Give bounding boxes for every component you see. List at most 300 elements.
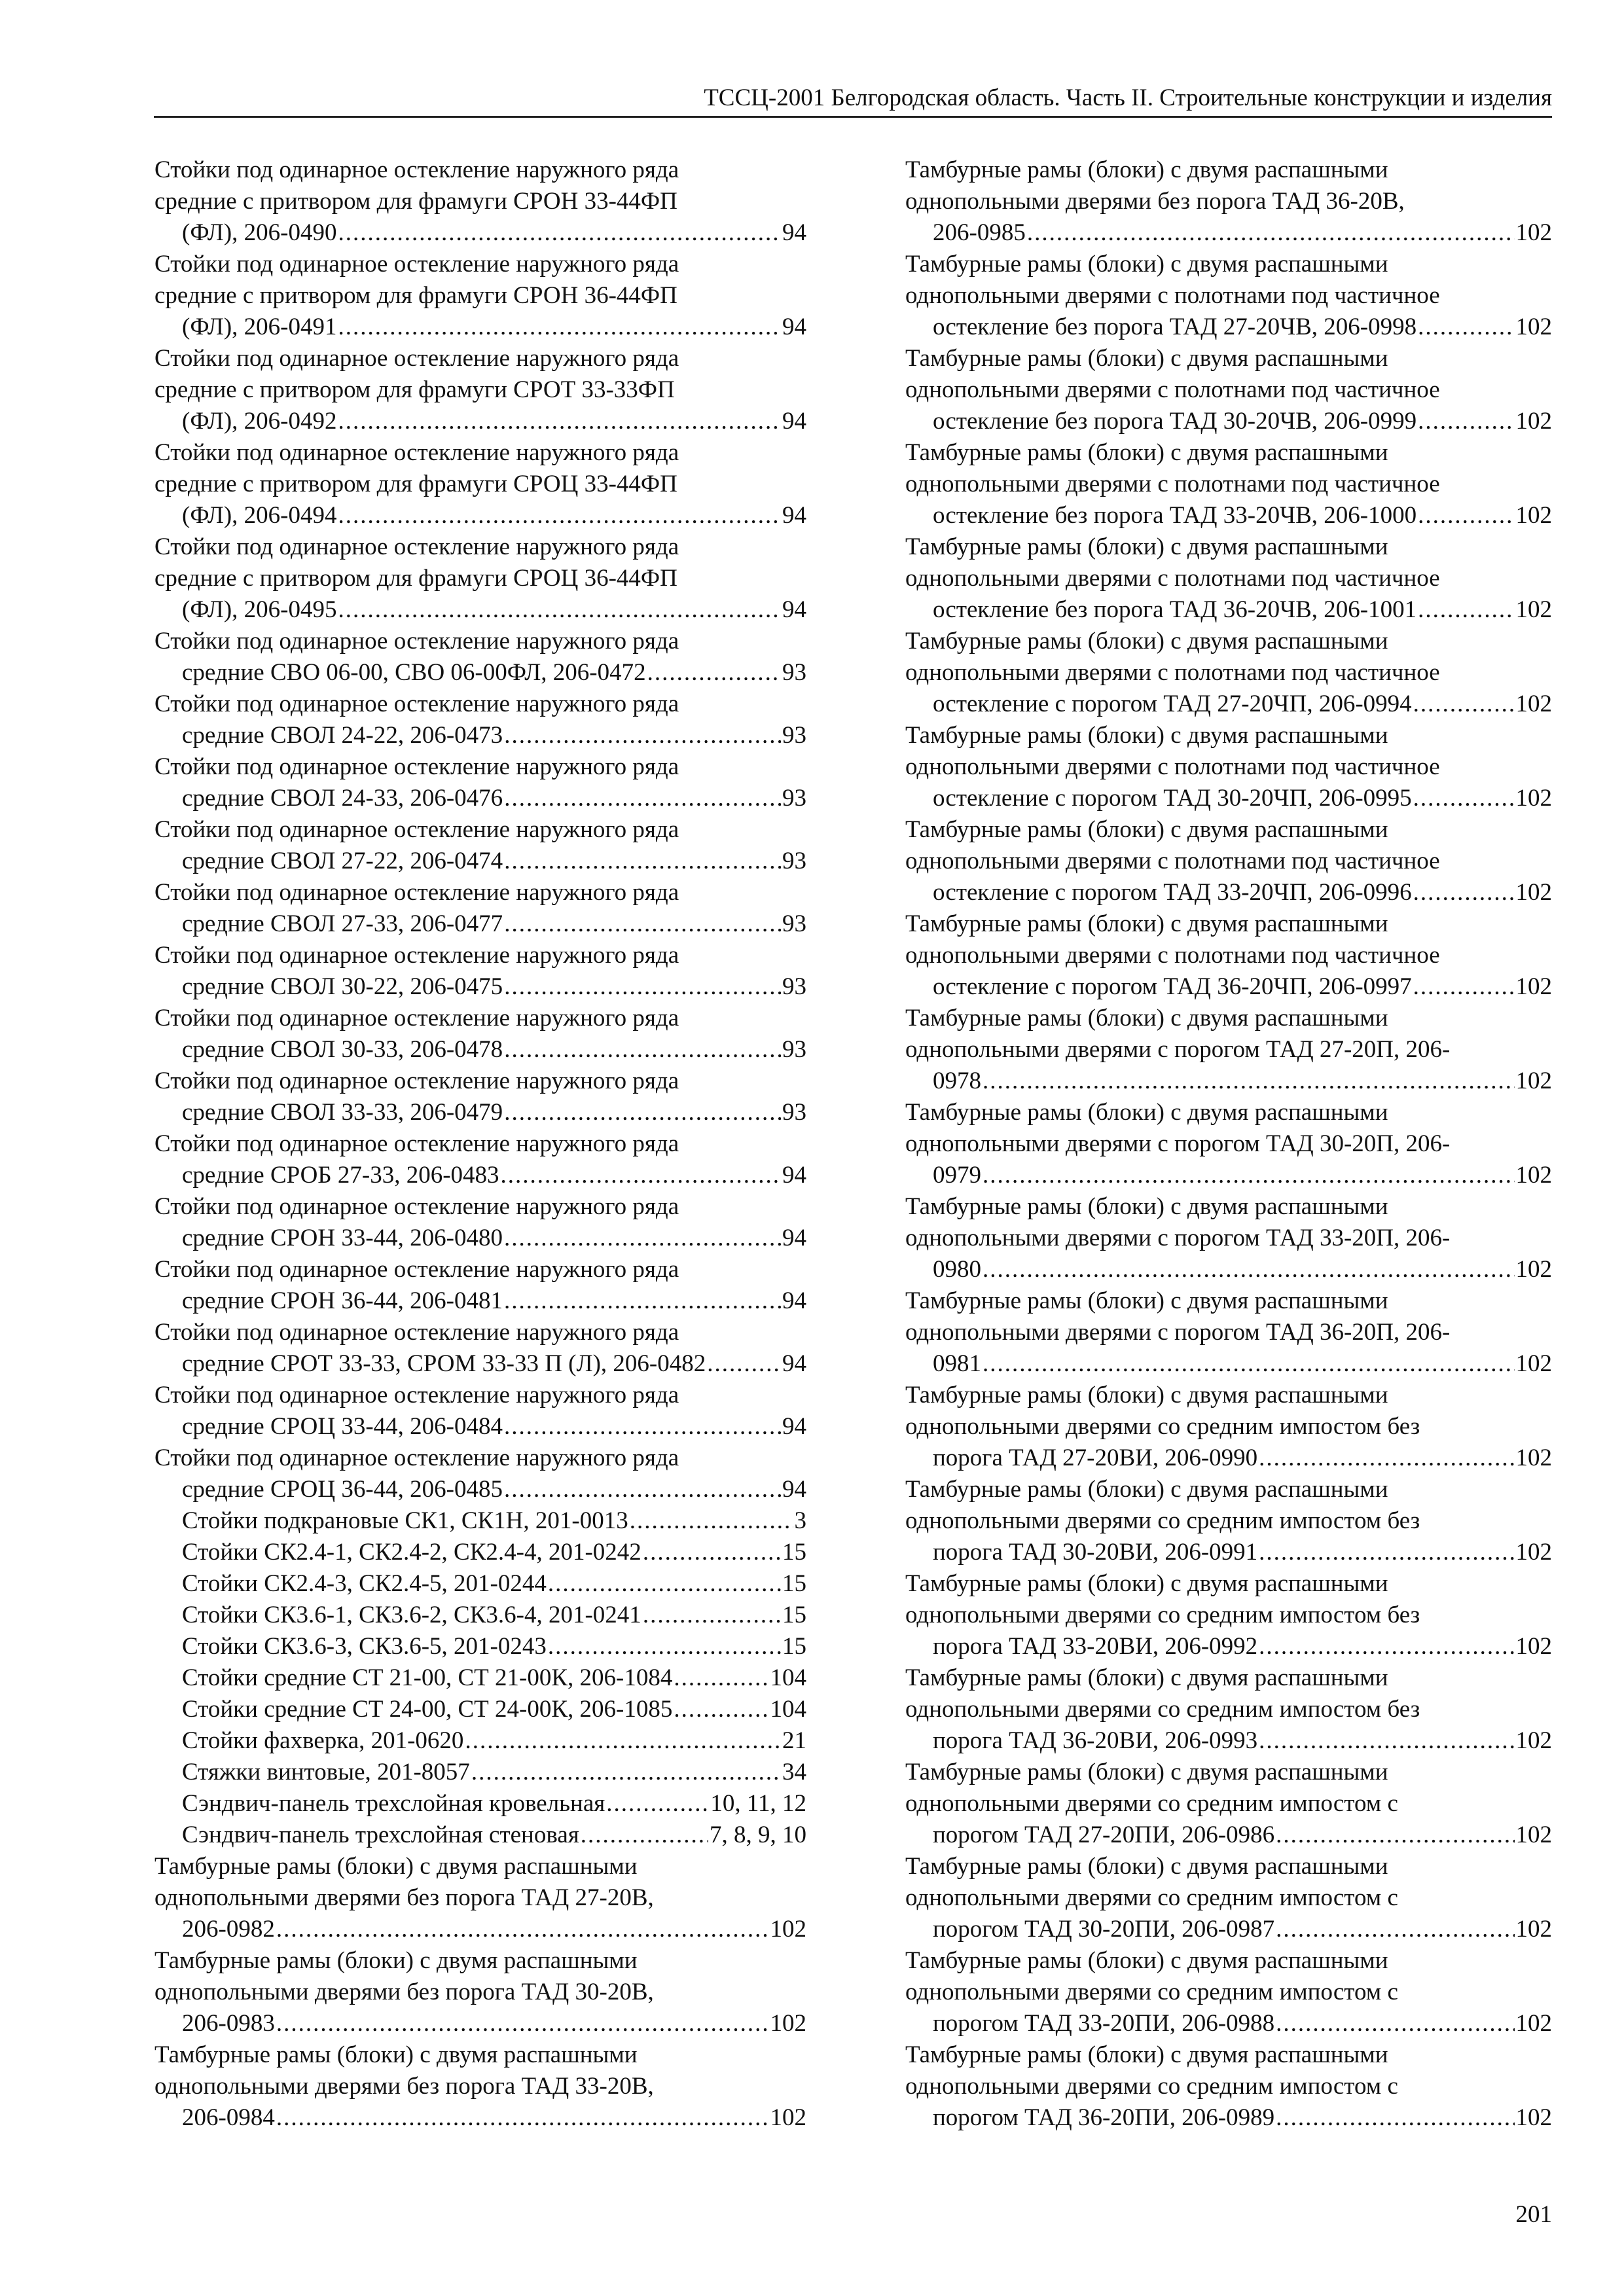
index-entry-page: 93 <box>782 973 806 1000</box>
index-entry-line: Тамбурные рамы (блоки) с двумя распашными <box>905 1287 1388 1314</box>
index-entry-last-line <box>182 720 806 751</box>
index-entry-page: 102 <box>1515 879 1552 906</box>
index-entry-line: Стойки под одинарное остекление наружного ряда <box>154 691 679 717</box>
index-entry-text: Стойки подкрановые СК1, СК1Н, 201-0013 <box>182 1507 628 1534</box>
dot-leader <box>1413 971 1515 1003</box>
index-entry-page: 102 <box>1515 1727 1552 1754</box>
index-entry <box>154 1945 806 2039</box>
index-entry <box>154 2039 806 2134</box>
index-entry-last-line <box>182 1348 806 1380</box>
index-entry-text: средние СРОЦ 33-44, 206-0484 <box>182 1413 503 1440</box>
index-entry-page: 102 <box>770 1916 806 1943</box>
dot-leader <box>1259 1443 1514 1474</box>
dot-leader <box>1027 217 1515 249</box>
index-entry-text: средние СРОН 33-44, 206-0480 <box>182 1225 503 1251</box>
index-entry <box>905 1191 1552 1285</box>
index-entry-page: 104 <box>770 1664 806 1691</box>
index-entry-page: 7, 8, 9, 10 <box>710 1821 806 1848</box>
index-entry-line: средние с притвором для фрамуги СРОТ 33-33ФП <box>154 376 675 403</box>
index-entry-text: Стойки средние СТ 21-00, СТ 21-00К, 206-1084 <box>182 1664 673 1691</box>
index-entry-page: 15 <box>782 1570 806 1597</box>
dot-leader <box>1276 1820 1514 1851</box>
index-entry-page: 102 <box>1515 1444 1552 1471</box>
running-header-title: ТССЦ-2001 Белгородская область. Часть II. Строительные конструкции и изделия <box>704 84 1552 111</box>
dot-leader <box>338 217 781 249</box>
dot-leader <box>1413 877 1515 908</box>
index-entry <box>905 2039 1552 2134</box>
index-entry-line: Тамбурные рамы (блоки) с двумя распашными <box>905 1947 1388 1974</box>
index-entry-text: средние СВОЛ 27-22, 206-0474 <box>182 848 503 874</box>
index-entry <box>905 1568 1552 1662</box>
dot-leader <box>1418 406 1514 437</box>
index-entry-line: Стойки под одинарное остекление наружного ряда <box>154 1193 679 1220</box>
index-entry-text: остекление с порогом ТАД 27-20ЧП, 206-0994 <box>933 691 1412 717</box>
index-entry <box>154 1662 806 1694</box>
dot-leader <box>983 1066 1515 1097</box>
dot-leader <box>504 1285 781 1317</box>
index-entry-last-line <box>933 1443 1552 1474</box>
dot-leader <box>504 1223 781 1254</box>
dot-leader <box>548 1631 781 1662</box>
index-entry <box>905 814 1552 908</box>
index-entry-line: однопольными дверями с полотнами под частичное <box>905 565 1440 592</box>
index-entry-line: однопольными дверями со средним импостом с <box>905 1790 1398 1817</box>
index-entry-text: Сэндвич-панель трехслойная стеновая <box>182 1821 579 1848</box>
dot-leader <box>1276 2008 1514 2039</box>
index-entry-page: 15 <box>782 1539 806 1566</box>
index-entry-last-line <box>933 1160 1552 1191</box>
index-entry <box>154 1537 806 1568</box>
index-entry-last-line <box>933 1914 1552 1945</box>
index-entry-line: Тамбурные рамы (блоки) с двумя распашными <box>905 1382 1388 1408</box>
index-entry-text: Стяжки винтовые, 201-8057 <box>182 1759 470 1785</box>
dot-leader <box>647 657 781 689</box>
dot-leader <box>983 1254 1515 1285</box>
index-entry <box>154 1757 806 1788</box>
index-entry <box>905 154 1552 249</box>
index-entry-page: 3 <box>794 1507 806 1534</box>
index-entry-text: 206-0983 <box>182 2010 275 2037</box>
index-entry <box>154 1631 806 1662</box>
index-entry-last-line <box>933 1725 1552 1757</box>
index-entry-text: Стойки СК2.4-1, СК2.4-2, СК2.4-4, 201-0242 <box>182 1539 641 1566</box>
index-entry-page: 102 <box>1515 1821 1552 1848</box>
index-entry-line: Тамбурные рамы (блоки) с двумя распашными <box>905 1664 1388 1691</box>
dot-leader <box>1418 500 1514 531</box>
dot-leader <box>1413 783 1515 814</box>
index-entry-text: порогом ТАД 33-20ПИ, 206-0988 <box>933 2010 1275 2037</box>
index-entry-last-line <box>933 1348 1552 1380</box>
index-entry <box>154 1191 806 1254</box>
index-entry <box>154 751 806 814</box>
index-entry-line: Тамбурные рамы (блоки) с двумя распашными <box>905 2041 1388 2068</box>
index-entry-line: Стойки под одинарное остекление наружного ряда <box>154 942 679 969</box>
index-entry-line: Стойки под одинарное остекление наружного ряда <box>154 345 679 372</box>
index-entry-text: средние СВО 06-00, СВО 06-00ФЛ, 206-0472 <box>182 659 646 686</box>
index-entry-page: 102 <box>770 2104 806 2131</box>
index-entry-page: 94 <box>782 596 806 623</box>
index-entry-page: 102 <box>1515 1350 1552 1377</box>
index-entry-text: средние СВОЛ 33-33, 206-0479 <box>182 1099 503 1126</box>
index-entry-line: Тамбурные рамы (блоки) с двумя распашными <box>905 722 1388 749</box>
index-entry-page: 102 <box>1515 2010 1552 2037</box>
index-entry-text: остекление с порогом ТАД 30-20ЧП, 206-0995 <box>933 785 1412 812</box>
index-entry-text: порогом ТАД 36-20ПИ, 206-0989 <box>933 2104 1275 2131</box>
index-entry-last-line <box>933 877 1552 908</box>
dot-leader <box>1276 1914 1514 1945</box>
index-entry-line: однопольными дверями с порогом ТАД 36-20П, 206- <box>905 1319 1451 1346</box>
index-entry-last-line <box>182 1694 806 1725</box>
index-entry <box>905 1097 1552 1191</box>
index-entry-line: Стойки под одинарное остекление наружного ряда <box>154 1067 679 1094</box>
index-entry-text: (ФЛ), 206-0492 <box>182 408 337 435</box>
index-entry-page: 102 <box>1515 408 1552 435</box>
index-entry <box>154 1380 806 1443</box>
index-entry-page: 102 <box>1515 219 1552 246</box>
index-entry-text: порога ТАД 27-20ВИ, 206-0990 <box>933 1444 1258 1471</box>
index-entry-page: 93 <box>782 1099 806 1126</box>
index-entry-line: средние с притвором для фрамуги СРОЦ 33-44ФП <box>154 471 677 497</box>
dot-leader <box>504 908 781 940</box>
index-entry <box>905 1757 1552 1851</box>
index-entry <box>154 343 806 437</box>
index-entry-page: 21 <box>782 1727 806 1754</box>
index-entry <box>905 437 1552 531</box>
index-entry-page: 102 <box>770 2010 806 2037</box>
index-entry-last-line <box>182 1757 806 1788</box>
index-entry-line: Стойки под одинарное остекление наружного ряда <box>154 1382 679 1408</box>
index-entry-last-line <box>182 406 806 437</box>
index-entry-page: 102 <box>1515 1067 1552 1094</box>
index-entry-line: однопольными дверями с порогом ТАД 33-20П, 206- <box>905 1225 1451 1251</box>
index-entry-text: порога ТАД 30-20ВИ, 206-0991 <box>933 1539 1258 1566</box>
index-entry-page: 94 <box>782 1287 806 1314</box>
index-entry-line: однопольными дверями с полотнами под частичное <box>905 942 1440 969</box>
dot-leader <box>338 594 781 626</box>
index-entry-text: (ФЛ), 206-0495 <box>182 596 337 623</box>
index-entry-last-line <box>182 783 806 814</box>
index-entry-line: однопольными дверями без порога ТАД 36-20В, <box>905 188 1405 215</box>
index-entry-text: Сэндвич-панель трехслойная кровельная <box>182 1790 605 1817</box>
index-entry-text: остекление без порога ТАД 33-20ЧВ, 206-1000 <box>933 502 1417 529</box>
index-entry-last-line <box>933 783 1552 814</box>
index-entry <box>154 1725 806 1757</box>
index-entry-text: (ФЛ), 206-0490 <box>182 219 337 246</box>
dot-leader <box>643 1537 781 1568</box>
index-entry-last-line <box>182 1223 806 1254</box>
index-entry-line: однопольными дверями со средним импостом без <box>905 1602 1420 1628</box>
index-entry-line: Стойки под одинарное остекление наружного ряда <box>154 1130 679 1157</box>
dot-leader <box>630 1505 793 1537</box>
index-entry-last-line <box>182 1725 806 1757</box>
index-entry-last-line <box>933 971 1552 1003</box>
index-entry-line: Стойки под одинарное остекление наружного ряда <box>154 533 679 560</box>
index-entry-page: 102 <box>1515 596 1552 623</box>
index-entry-line: однопольными дверями с полотнами под частичное <box>905 659 1440 686</box>
index-entry-page: 15 <box>782 1633 806 1660</box>
dot-leader <box>707 1348 781 1380</box>
dot-leader <box>1418 312 1514 343</box>
index-entry <box>154 1317 806 1380</box>
index-entry-last-line <box>182 657 806 689</box>
index-entry-text: порогом ТАД 27-20ПИ, 206-0986 <box>933 1821 1275 1848</box>
index-entry-text: остекление без порога ТАД 30-20ЧВ, 206-0999 <box>933 408 1417 435</box>
index-entry <box>154 1851 806 1945</box>
dot-leader <box>1276 2102 1514 2134</box>
index-entry-last-line <box>933 2008 1552 2039</box>
index-entry-line: однопольными дверями с полотнами под частичное <box>905 848 1440 874</box>
index-entry-line: однопольными дверями со средним импостом без <box>905 1696 1420 1723</box>
index-entry-text: средние СВОЛ 30-33, 206-0478 <box>182 1036 503 1063</box>
index-entry-last-line <box>182 971 806 1003</box>
index-entry-last-line <box>182 1411 806 1443</box>
index-entry-page: 93 <box>782 785 806 812</box>
index-entry <box>905 343 1552 437</box>
index-entry-line: Тамбурные рамы (блоки) с двумя распашными <box>154 1947 638 1974</box>
index-entry-line: однопольными дверями со средним импостом без <box>905 1413 1420 1440</box>
index-entry-line: Тамбурные рамы (блоки) с двумя распашными <box>905 1759 1388 1785</box>
index-entry-line: средние с притвором для фрамуги СРОЦ 36-44ФП <box>154 565 677 592</box>
index-entry-page: 93 <box>782 1036 806 1063</box>
index-entry <box>154 437 806 531</box>
index-entry-last-line <box>933 1066 1552 1097</box>
index-entry <box>905 1474 1552 1568</box>
index-entry-text: средние СВОЛ 30-22, 206-0475 <box>182 973 503 1000</box>
index-entry-line: Стойки под одинарное остекление наружного ряда <box>154 753 679 780</box>
dot-leader <box>606 1788 709 1820</box>
dot-leader <box>581 1820 708 1851</box>
index-entry-last-line <box>933 1820 1552 1851</box>
dot-leader <box>338 312 781 343</box>
index-entry-last-line <box>933 689 1552 720</box>
index-entry-page: 10, 11, 12 <box>710 1790 806 1817</box>
index-entry-page: 94 <box>782 1413 806 1440</box>
index-entry-last-line <box>182 1034 806 1066</box>
index-entry-line: Тамбурные рамы (блоки) с двумя распашными <box>905 1570 1388 1597</box>
index-entry-line: Тамбурные рамы (блоки) с двумя распашными <box>905 1193 1388 1220</box>
index-entry <box>154 1066 806 1128</box>
dot-leader <box>983 1160 1515 1191</box>
index-entry-line: Стойки под одинарное остекление наружного ряда <box>154 1319 679 1346</box>
page-number: 201 <box>1515 2201 1552 2228</box>
index-entry-last-line <box>182 1474 806 1505</box>
index-column-right <box>905 154 1552 2134</box>
index-entry <box>905 626 1552 720</box>
index-entry <box>154 249 806 343</box>
index-entry-line: однопольными дверями без порога ТАД 27-20В, <box>154 1884 654 1911</box>
index-entry-text: 206-0984 <box>182 2104 275 2131</box>
index-entry-text: средние СРОБ 27-33, 206-0483 <box>182 1162 499 1189</box>
index-entry-text: средние СВОЛ 27-33, 206-0477 <box>182 910 503 937</box>
index-entry <box>154 1505 806 1537</box>
index-entry-line: Стойки под одинарное остекление наружного ряда <box>154 1444 679 1471</box>
index-entry <box>154 531 806 626</box>
index-entry-text: остекление с порогом ТАД 33-20ЧП, 206-0996 <box>933 879 1412 906</box>
index-entry-text: остекление без порога ТАД 36-20ЧВ, 206-1001 <box>933 596 1417 623</box>
index-entry-last-line <box>182 2008 806 2039</box>
index-entry-page: 102 <box>1515 973 1552 1000</box>
index-entry-line: однопольными дверями с порогом ТАД 27-20П, 206- <box>905 1036 1451 1063</box>
index-entry-page: 93 <box>782 848 806 874</box>
index-entry-line: Тамбурные рамы (блоки) с двумя распашными <box>905 816 1388 843</box>
index-entry-last-line <box>933 312 1552 343</box>
index-entry-line: однопольными дверями с полотнами под частичное <box>905 282 1440 309</box>
dot-leader <box>504 1097 781 1128</box>
dot-leader <box>643 1600 781 1631</box>
running-header <box>154 84 1552 118</box>
index-entry-line: Стойки под одинарное остекление наружного ряда <box>154 816 679 843</box>
index-entry-text: средние СВОЛ 24-22, 206-0473 <box>182 722 503 749</box>
index-entry-text: Стойки СК3.6-1, СК3.6-2, СК3.6-4, 201-0241 <box>182 1602 641 1628</box>
dot-leader <box>501 1160 781 1191</box>
index-entry-page: 102 <box>1515 314 1552 340</box>
index-entry <box>905 1003 1552 1097</box>
index-entry-text: порога ТАД 33-20ВИ, 206-0992 <box>933 1633 1258 1660</box>
index-entry <box>154 1568 806 1600</box>
index-entry <box>154 1003 806 1066</box>
index-entry-line: Стойки под одинарное остекление наружного ряда <box>154 439 679 466</box>
index-entry-page: 94 <box>782 1350 806 1377</box>
index-entry-last-line <box>933 1631 1552 1662</box>
index-entry-last-line <box>182 1160 806 1191</box>
index-entry-line: Тамбурные рамы (блоки) с двумя распашными <box>905 1099 1388 1126</box>
index-entry-last-line <box>182 1631 806 1662</box>
index-entry-line: Стойки под одинарное остекление наружного ряда <box>154 1256 679 1283</box>
index-entry-page: 94 <box>782 408 806 435</box>
index-entry-page: 102 <box>1515 1162 1552 1189</box>
index-entry <box>905 1851 1552 1945</box>
index-entry-text: остекление с порогом ТАД 36-20ЧП, 206-0997 <box>933 973 1412 1000</box>
index-entry <box>154 877 806 940</box>
index-entry-page: 102 <box>1515 785 1552 812</box>
index-entry <box>154 1600 806 1631</box>
index-entry-line: однопольными дверями с полотнами под частичное <box>905 753 1440 780</box>
index-entry-text: средние СРОЦ 36-44, 206-0485 <box>182 1476 503 1503</box>
index-entry-page: 94 <box>782 1225 806 1251</box>
index-entry-text: средние СВОЛ 24-33, 206-0476 <box>182 785 503 812</box>
index-entry-line: однопольными дверями без порога ТАД 30-20В, <box>154 1979 654 2005</box>
index-entry-page: 102 <box>1515 1256 1552 1283</box>
index-entry <box>154 1254 806 1317</box>
index-entry-line: Стойки под одинарное остекление наружного ряда <box>154 628 679 655</box>
index-entry-line: средние с притвором для фрамуги СРОН 36-44ФП <box>154 282 677 309</box>
index-entry-line: однопольными дверями с порогом ТАД 30-20П, 206- <box>905 1130 1451 1157</box>
index-entry-page: 94 <box>782 314 806 340</box>
index-entry-line: средние с притвором для фрамуги СРОН 33-44ФП <box>154 188 677 215</box>
index-entry-line: Тамбурные рамы (блоки) с двумя распашными <box>905 1853 1388 1880</box>
index-entry <box>154 940 806 1003</box>
dot-leader <box>504 1034 781 1066</box>
index-entry-line: Тамбурные рамы (блоки) с двумя распашными <box>905 1005 1388 1031</box>
index-entry <box>905 249 1552 343</box>
dot-leader <box>504 783 781 814</box>
index-entry-line: Тамбурные рамы (блоки) с двумя распашными <box>905 345 1388 372</box>
index-entry-line: Тамбурные рамы (блоки) с двумя распашными <box>905 910 1388 937</box>
index-entry-page: 93 <box>782 659 806 686</box>
index-entry-last-line <box>182 1568 806 1600</box>
index-entry-text: 0978 <box>933 1067 981 1094</box>
index-entry-last-line <box>182 312 806 343</box>
index-entry-page: 102 <box>1515 1633 1552 1660</box>
index-entry-text: Стойки фахверка, 201-0620 <box>182 1727 464 1754</box>
index-entry-page: 93 <box>782 910 806 937</box>
index-entry-text: 206-0982 <box>182 1916 275 1943</box>
dot-leader <box>338 500 781 531</box>
index-entry-last-line <box>182 1788 806 1820</box>
index-entry-text: 0980 <box>933 1256 981 1283</box>
index-entry-line: однопольными дверями со средним импостом без <box>905 1507 1420 1534</box>
index-entry-line: Тамбурные рамы (блоки) с двумя распашными <box>905 533 1388 560</box>
index-entry <box>905 720 1552 814</box>
index-entry-text: (ФЛ), 206-0491 <box>182 314 337 340</box>
index-entry-last-line <box>933 500 1552 531</box>
dot-leader <box>465 1725 781 1757</box>
index-entry-last-line <box>933 217 1552 249</box>
index-entry-line: однопольными дверями с полотнами под частичное <box>905 376 1440 403</box>
index-entry-line: Тамбурные рамы (блоки) с двумя распашными <box>905 1476 1388 1503</box>
index-entry-line: Стойки под одинарное остекление наружного ряда <box>154 1005 679 1031</box>
dot-leader <box>983 1348 1515 1380</box>
index-entry <box>154 1128 806 1191</box>
index-entry-line: Тамбурные рамы (блоки) с двумя распашными <box>154 2041 638 2068</box>
index-entry-line: Тамбурные рамы (блоки) с двумя распашными <box>905 628 1388 655</box>
index-entry-last-line <box>182 908 806 940</box>
index-entry-last-line <box>182 594 806 626</box>
index-entry-last-line <box>933 406 1552 437</box>
dot-leader <box>1418 594 1514 626</box>
dot-leader <box>504 846 781 877</box>
dot-leader <box>674 1662 768 1694</box>
index-entry-line: Тамбурные рамы (блоки) с двумя распашными <box>905 156 1388 183</box>
dot-leader <box>504 971 781 1003</box>
index-entry <box>154 1788 806 1820</box>
index-entry-last-line <box>182 1505 806 1537</box>
index-entry-last-line <box>933 594 1552 626</box>
index-entry-text: Стойки СК2.4-3, СК2.4-5, 201-0244 <box>182 1570 547 1597</box>
index-entry-last-line <box>182 500 806 531</box>
index-entry-page: 94 <box>782 1162 806 1189</box>
index-entry-last-line <box>182 1600 806 1631</box>
index-entry-page: 102 <box>1515 1539 1552 1566</box>
index-entry <box>905 1380 1552 1474</box>
dot-leader <box>1259 1725 1514 1757</box>
dot-leader <box>1413 689 1515 720</box>
dot-leader <box>548 1568 781 1600</box>
dot-leader <box>504 1411 781 1443</box>
index-entry-line: однопольными дверями с полотнами под частичное <box>905 471 1440 497</box>
dot-leader <box>504 1474 781 1505</box>
dot-leader <box>504 720 781 751</box>
dot-leader <box>471 1757 781 1788</box>
index-entry-last-line <box>182 1914 806 1945</box>
index-entry-page: 102 <box>1515 1916 1552 1943</box>
index-entry-page: 94 <box>782 502 806 529</box>
index-entry-text: 206-0985 <box>933 219 1026 246</box>
index-entry <box>154 1820 806 1851</box>
index-entry-line: Тамбурные рамы (блоки) с двумя распашными <box>905 439 1388 466</box>
index-entry <box>154 689 806 751</box>
index-entry-last-line <box>182 846 806 877</box>
index-entry-last-line <box>182 1097 806 1128</box>
index-entry-text: остекление без порога ТАД 27-20ЧВ, 206-0998 <box>933 314 1417 340</box>
index-entry <box>905 531 1552 626</box>
index-entry-page: 93 <box>782 722 806 749</box>
index-entry-text: средние СРОТ 33-33, СРОМ 33-33 П (Л), 206-0482 <box>182 1350 706 1377</box>
index-entry <box>154 1694 806 1725</box>
index-entry <box>905 908 1552 1003</box>
index-entry <box>905 1662 1552 1757</box>
index-entry-text: Стойки СК3.6-3, СК3.6-5, 201-0243 <box>182 1633 547 1660</box>
